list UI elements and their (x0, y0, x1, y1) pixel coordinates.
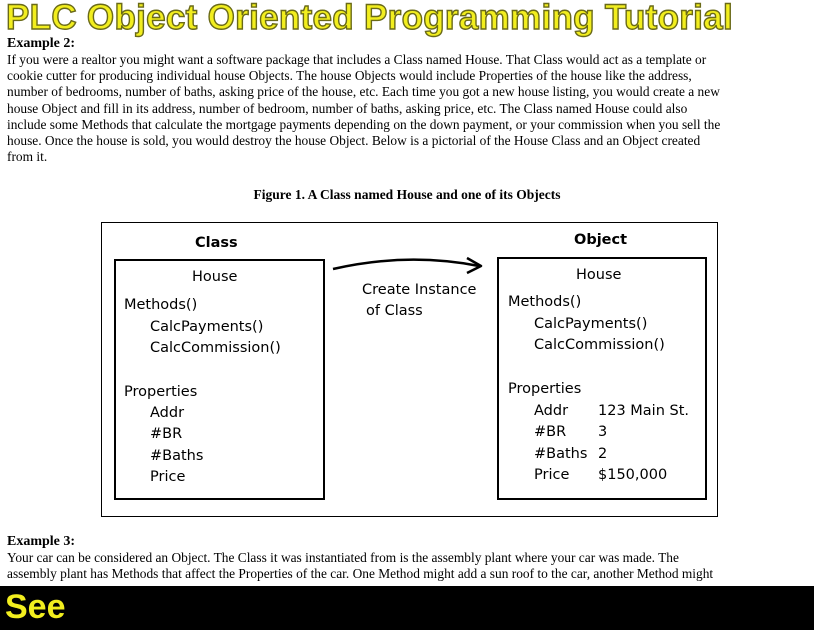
class-box (114, 259, 325, 500)
object-method-item: CalcCommission() (534, 337, 665, 353)
class-method-item: CalcCommission() (150, 340, 281, 356)
example-2-heading: Example 2: (7, 36, 76, 51)
class-properties-label: Properties (124, 384, 198, 400)
footer-banner-text: See (5, 588, 66, 626)
object-property-value: 2 (598, 446, 608, 462)
object-properties-label: Properties (508, 381, 582, 397)
object-property-value: 123 Main St. (598, 403, 690, 419)
example-3-heading: Example 3: (7, 534, 76, 549)
paragraph-line: assembly plant has Methods that affect the Properties of the car. One Method might add a sun roof to the car, another Method might (7, 566, 714, 582)
object-property-name: #Baths (534, 446, 588, 462)
object-property-name: #BR (534, 424, 567, 440)
paragraph-line: Your car can be considered an Object. The Class it was instantiated from is the assembly plant where your car was made. The (7, 550, 679, 565)
class-property-item: Price (150, 469, 186, 485)
paragraph-line: house Object and fill in its address, number of bedroom, number of baths, asking price, etc. The Class named House could also (7, 100, 688, 116)
object-property-value: 3 (598, 424, 608, 440)
object-name: House (576, 267, 622, 283)
figure-caption: Figure 1. A Class named House and one of its Objects (253, 187, 561, 202)
object-method-item: CalcPayments() (534, 316, 648, 332)
paragraph-line: If you were a realtor you might want a software package that includes a Class named House. That Class would act as a template or (7, 52, 707, 67)
footer-banner (0, 586, 814, 630)
class-methods-label: Methods() (124, 297, 198, 313)
paragraph-line: house. Once the house is sold, you would destroy the house Object. Below is a pictorial of the House Class and an Object created (7, 133, 701, 149)
example-3-paragraph (7, 550, 810, 582)
paragraph-line: cookie cutter for producing individual house Objects. The house Objects would include Properties of the house like the address, (7, 68, 692, 84)
create-instance-arrow (327, 248, 497, 278)
class-method-item: CalcPayments() (150, 319, 264, 335)
class-name: House (192, 269, 238, 285)
paragraph-line: from it. (7, 149, 48, 165)
object-methods-label: Methods() (508, 294, 582, 310)
example-2-paragraph (7, 52, 810, 165)
arrow-shaft (333, 260, 479, 269)
object-heading: Object (574, 232, 628, 248)
class-heading: Class (195, 235, 238, 251)
object-property-name: Price (534, 467, 570, 483)
object-property-value: $150,000 (598, 467, 668, 483)
class-object-figure (101, 222, 718, 517)
object-property-name: Addr (534, 403, 569, 419)
class-property-item: Addr (150, 405, 185, 421)
page-title: PLC Object Oriented Programming Tutorial (6, 0, 733, 37)
arrow-label-line2: of Class (366, 303, 423, 319)
arrow-label-line1: Create Instance (362, 282, 477, 298)
object-box (497, 257, 707, 500)
class-property-item: #Baths (150, 448, 204, 464)
paragraph-line: include some Methods that calculate the mortgage payments depending on the down payment, or your commission when you sell the (7, 116, 721, 132)
class-property-item: #BR (150, 426, 183, 442)
paragraph-line: number of bedrooms, number of baths, asking price of the house, etc. Each time you got a new house listing, you would create a new (7, 84, 720, 100)
